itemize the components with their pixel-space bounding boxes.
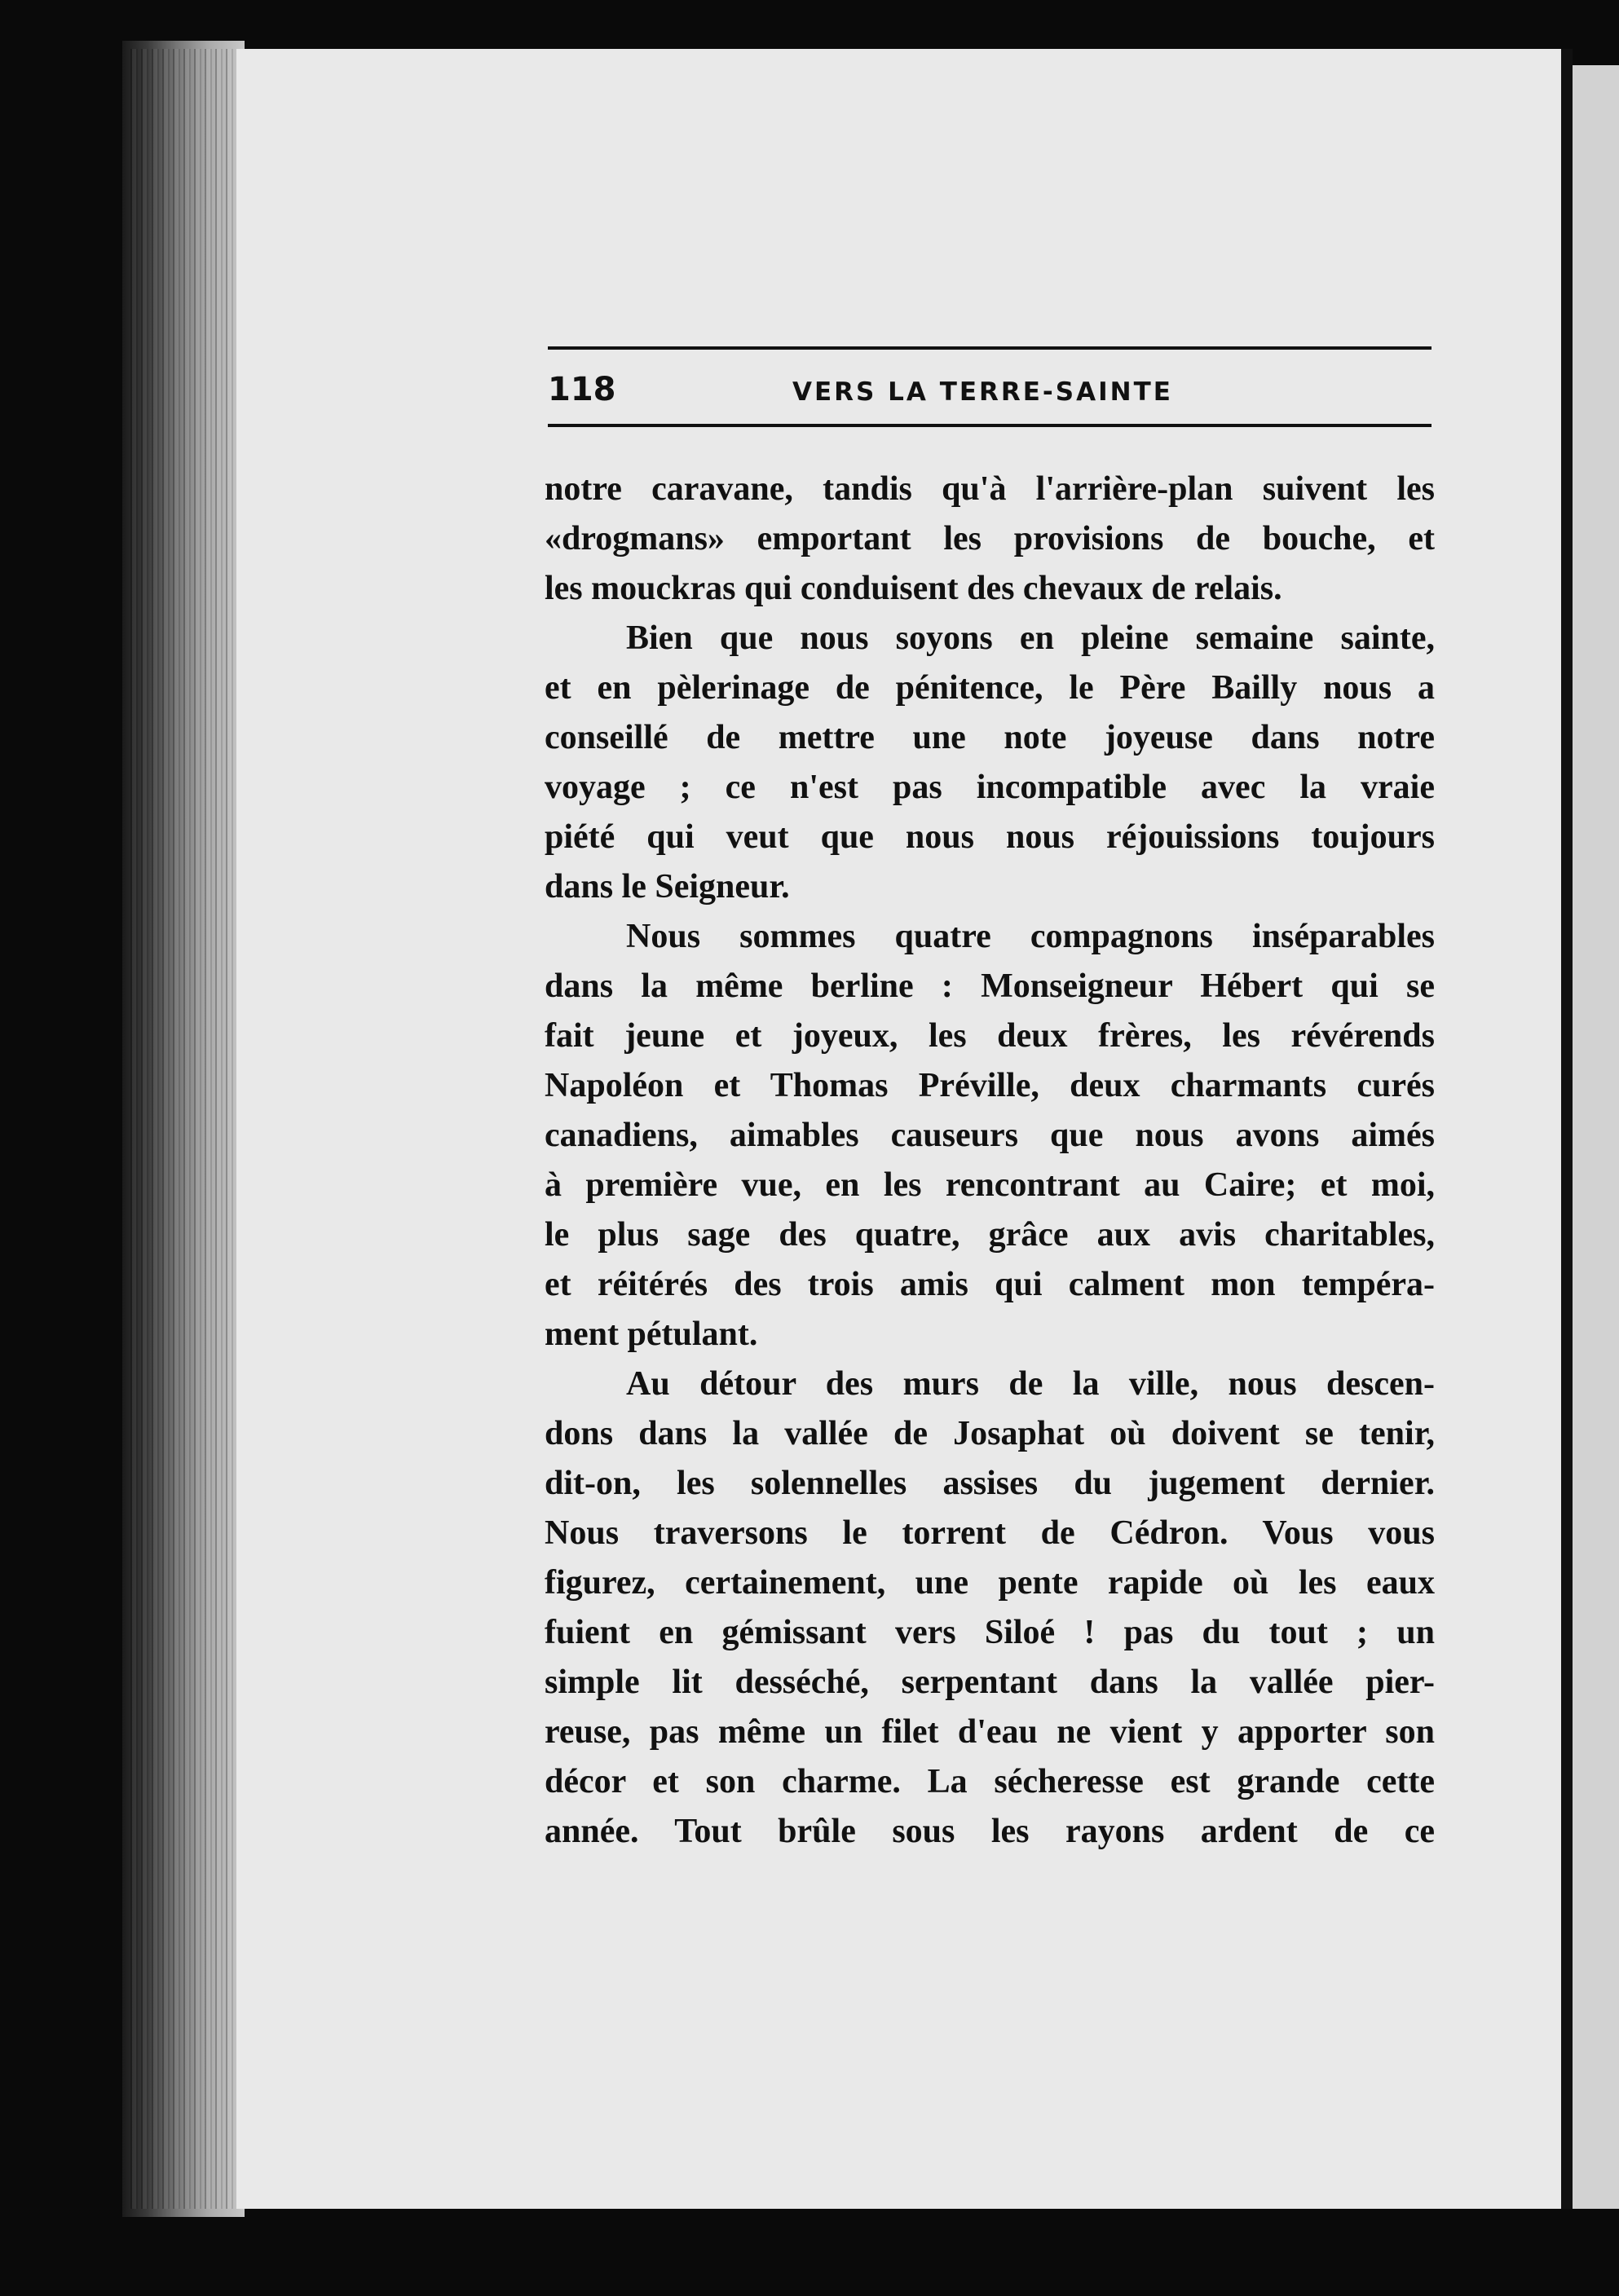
running-title: VERS LA TERRE-SAINTE	[792, 377, 1173, 407]
text-line: ment pétulant.	[545, 1315, 758, 1353]
page-right-edge	[1561, 49, 1573, 2209]
text-line: figurez, certainement, une pente rapide où les eaux	[545, 1564, 1435, 1602]
text-line: les mouckras qui conduisent des chevaux de relais.	[545, 570, 1282, 607]
text-line: et en pèlerinage de pénitence, le Père Bailly nous a	[545, 669, 1435, 707]
text-line: fait jeune et joyeux, les deux frères, les révérends	[545, 1017, 1435, 1055]
text-line: «drogmans» emportant les provisions de bouche, et	[545, 520, 1435, 557]
text-line: Nous traversons le torrent de Cédron. Vous vous	[545, 1514, 1435, 1552]
text-line: dans la même berline : Monseigneur Hébert qui se	[545, 967, 1435, 1005]
text-line: dans le Seigneur.	[545, 868, 790, 906]
text-line: année. Tout brûle sous les rayons ardent de ce	[545, 1813, 1435, 1850]
body-text	[545, 465, 1435, 1857]
text-line: dons dans la vallée de Josaphat où doivent se tenir,	[545, 1415, 1435, 1452]
text-line: reuse, pas même un filet d'eau ne vient y apporter son	[545, 1713, 1435, 1751]
facing-page-strip	[1573, 65, 1619, 2209]
text-line: Bien que nous soyons en pleine semaine sainte,	[626, 619, 1435, 657]
text-line: décor et son charme. La sécheresse est grande cette	[545, 1763, 1435, 1800]
text-line: piété qui veut que nous nous réjouissions toujours	[545, 818, 1435, 856]
paragraph	[545, 1360, 1435, 1857]
paragraph	[545, 614, 1435, 912]
text-line: Napoléon et Thomas Préville, deux charmants curés	[545, 1067, 1435, 1104]
text-line: simple lit desséché, serpentant dans la vallée pier-	[545, 1664, 1435, 1701]
text-line: dit-on, les solennelles assises du jugement dernier.	[545, 1465, 1435, 1502]
text-line: notre caravane, tandis qu'à l'arrière-plan suivent les	[545, 470, 1435, 508]
page-number: 118	[548, 371, 616, 408]
running-header	[548, 371, 1432, 412]
text-line: canadiens, aimables causeurs que nous avons aimés	[545, 1117, 1435, 1154]
page-edges	[130, 49, 236, 2209]
text-line: et réitérés des trois amis qui calment mon tempéra-	[545, 1266, 1435, 1303]
text-line: fuient en gémissant vers Siloé ! pas du tout ; un	[545, 1614, 1435, 1651]
paragraph	[545, 912, 1435, 1360]
paragraph	[545, 465, 1435, 614]
text-line: le plus sage des quatre, grâce aux avis charitables,	[545, 1216, 1435, 1254]
text-line: conseillé de mettre une note joyeuse dans notre	[545, 719, 1435, 756]
text-line: voyage ; ce n'est pas incompatible avec la vraie	[545, 769, 1435, 806]
text-line: à première vue, en les rencontrant au Caire; et moi,	[545, 1166, 1435, 1204]
text-line: Au détour des murs de la ville, nous descen-	[626, 1365, 1435, 1403]
header-top-rule	[548, 346, 1432, 350]
header-bottom-rule	[548, 424, 1432, 427]
text-line: Nous sommes quatre compagnons inséparables	[626, 918, 1435, 955]
